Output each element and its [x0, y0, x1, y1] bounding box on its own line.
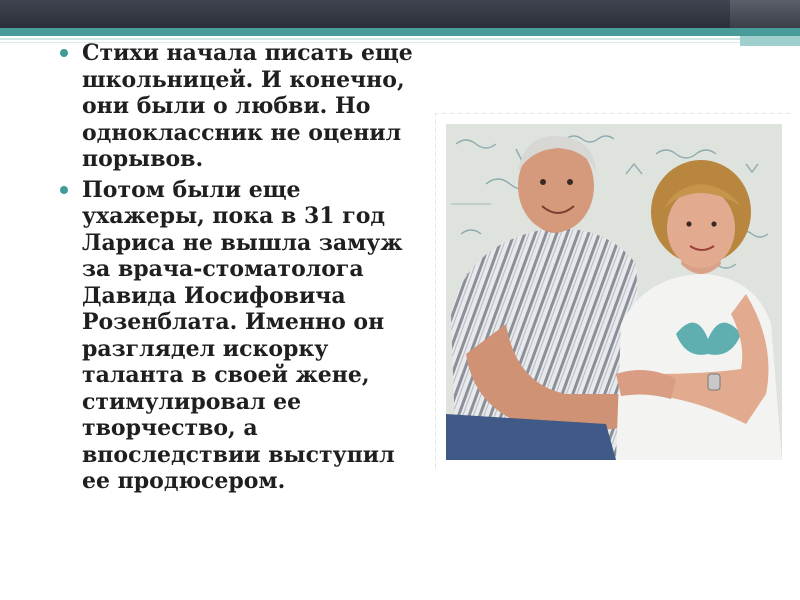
top-bar-tab	[730, 0, 800, 28]
accent-stripe-tab	[740, 36, 800, 46]
bullet-dot-icon	[60, 186, 68, 194]
bullet-list	[60, 40, 450, 495]
accent-stripe	[0, 28, 800, 36]
top-bar	[0, 0, 800, 28]
bullet-item	[60, 40, 450, 173]
photo-frame	[436, 114, 792, 470]
bullet-dot-icon	[60, 49, 68, 57]
text-column	[60, 36, 450, 596]
bullet-text: Потом были еще ухажеры, пока в 31 год Лариса не вышла замуж за врача-стоматолога Давида Иосифовича Розенблата. Именно он разглядел искорку таланта в своей жене, стимулировал ее творчество, а впоследствии выступил ее продюсером.	[82, 176, 403, 494]
bullet-item	[60, 177, 450, 495]
bullet-text: Стихи начала писать еще школьницей. И конечно, они были о любви. Но одноклассник не оценил порывов.	[82, 40, 413, 172]
couple-photo-icon	[446, 124, 782, 460]
